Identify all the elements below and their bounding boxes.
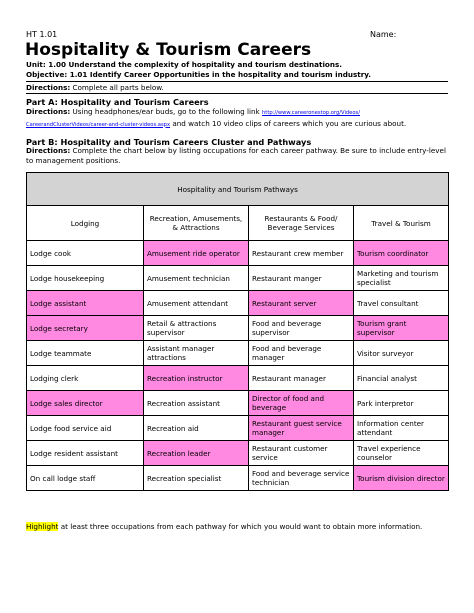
page-title: Hospitality & Tourism Careers: [25, 40, 312, 60]
part-a-directions: [26, 107, 450, 130]
part-a-text-before: Using headphones/ear buds, go to the following link: [70, 107, 262, 116]
part-b-heading: Part B: Hospitality and Tourism Careers Cluster and Pathways: [26, 137, 312, 147]
directions-label: Directions:: [26, 83, 71, 92]
footer-text: at least three occupations from each pathway for which you would want to obtain more information.: [58, 522, 423, 531]
name-label: Name:: [370, 30, 397, 39]
occupation-cell-recreation: Recreation assistant: [144, 391, 249, 416]
occupation-cell-travel: Tourism grant supervisor: [354, 316, 449, 341]
part-a-text-after: and watch 10 video clips of careers which you are curious about.: [170, 118, 407, 128]
table-row: [27, 291, 449, 316]
occupation-cell-recreation: Assistant manager attractions: [144, 341, 249, 366]
part-b-directions: [26, 146, 450, 165]
table-row: [27, 366, 449, 391]
table-caption-row: [27, 173, 449, 206]
occupation-cell-restaurants: Restaurant guest service manager: [249, 416, 354, 441]
occupation-cell-recreation: Recreation leader: [144, 441, 249, 466]
divider-top: [26, 81, 448, 82]
part-a-directions-label: Directions:: [26, 107, 71, 116]
table-row: [27, 316, 449, 341]
occupation-cell-restaurants: Food and beverage supervisor: [249, 316, 354, 341]
occupation-cell-restaurants: Restaurant server: [249, 291, 354, 316]
occupation-cell-lodging: Lodging clerk: [27, 366, 144, 391]
divider-bottom: [26, 93, 448, 94]
column-header-recreation: Recreation, Amusements, & Attractions: [144, 206, 249, 241]
occupation-cell-lodging: Lodge housekeeping: [27, 266, 144, 291]
occupation-cell-restaurants: Restaurant manager: [249, 366, 354, 391]
directions-text: Complete all parts below.: [70, 83, 164, 92]
link-part-2[interactable]: CareerandClusterVideos/career-and-cluster-videos.aspx: [26, 121, 171, 128]
table-row: [27, 341, 449, 366]
occupation-cell-recreation: Amusement technician: [144, 266, 249, 291]
highlight-word: Highlight: [26, 522, 59, 531]
unit-line: Unit: 1.00 Understand the complexity of hospitality and tourism destinations.: [26, 60, 342, 69]
occupation-cell-recreation: Recreation instructor: [144, 366, 249, 391]
column-header-lodging: Lodging: [27, 206, 144, 241]
table-row: [27, 441, 449, 466]
occupation-cell-lodging: Lodge food service aid: [27, 416, 144, 441]
occupation-cell-lodging: Lodge cook: [27, 241, 144, 266]
occupation-cell-lodging: Lodge assistant: [27, 291, 144, 316]
footer-instructions: [26, 522, 450, 532]
occupation-cell-lodging: On call lodge staff: [27, 466, 144, 491]
occupation-cell-lodging: Lodge teammate: [27, 341, 144, 366]
table-caption: Hospitality and Tourism Pathways: [27, 173, 449, 206]
occupation-cell-travel: Travel experience counselor: [354, 441, 449, 466]
occupation-cell-restaurants: Restaurant customer service: [249, 441, 354, 466]
occupation-cell-restaurants: Director of food and beverage: [249, 391, 354, 416]
occupation-cell-lodging: Lodge resident assistant: [27, 441, 144, 466]
occupation-cell-travel: Visitor surveyor: [354, 341, 449, 366]
table-body: [27, 241, 449, 491]
table-row: [27, 391, 449, 416]
table-row: [27, 266, 449, 291]
occupation-cell-recreation: Retail & attractions supervisor: [144, 316, 249, 341]
column-header-travel: Travel & Tourism: [354, 206, 449, 241]
occupation-cell-restaurants: Food and beverage service technician: [249, 466, 354, 491]
occupation-cell-travel: Financial analyst: [354, 366, 449, 391]
occupation-cell-recreation: Amusement attendant: [144, 291, 249, 316]
occupation-cell-travel: Marketing and tourism specialist: [354, 266, 449, 291]
occupation-cell-recreation: Recreation specialist: [144, 466, 249, 491]
link-part-1[interactable]: http://www.careeronestop.org/Videos/: [262, 110, 360, 116]
occupation-cell-travel: Travel consultant: [354, 291, 449, 316]
occupation-cell-travel: Tourism division director: [354, 466, 449, 491]
general-directions: [26, 83, 164, 92]
occupation-cell-recreation: Amusement ride operator: [144, 241, 249, 266]
occupation-cell-restaurants: Restaurant crew member: [249, 241, 354, 266]
occupation-cell-travel: Tourism coordinator: [354, 241, 449, 266]
course-code: HT 1.01: [26, 30, 58, 39]
objective-line: Objective: 1.01 Identify Career Opportunities in the hospitality and tourism industry.: [26, 70, 372, 79]
part-a-heading: Part A: Hospitality and Tourism Careers: [26, 97, 209, 107]
part-b-text: Complete the chart below by listing occupations for each career pathway. Be sure to include entry-level to management positions.: [26, 146, 446, 165]
occupation-cell-lodging: Lodge secretary: [27, 316, 144, 341]
occupation-cell-travel: Information center attendant: [354, 416, 449, 441]
part-b-directions-label: Directions:: [26, 146, 71, 155]
occupation-cell-travel: Park interpretor: [354, 391, 449, 416]
occupation-cell-restaurants: Food and beverage manager: [249, 341, 354, 366]
column-header-restaurants: Restaurants & Food/ Beverage Services: [249, 206, 354, 241]
occupation-cell-recreation: Recreation aid: [144, 416, 249, 441]
occupation-cell-restaurants: Restaurant manger: [249, 266, 354, 291]
table-row: [27, 241, 449, 266]
table-row: [27, 466, 449, 491]
table-row: [27, 416, 449, 441]
pathways-table: [26, 172, 449, 491]
table-column-header-row: [27, 206, 449, 241]
occupation-cell-lodging: Lodge sales director: [27, 391, 144, 416]
